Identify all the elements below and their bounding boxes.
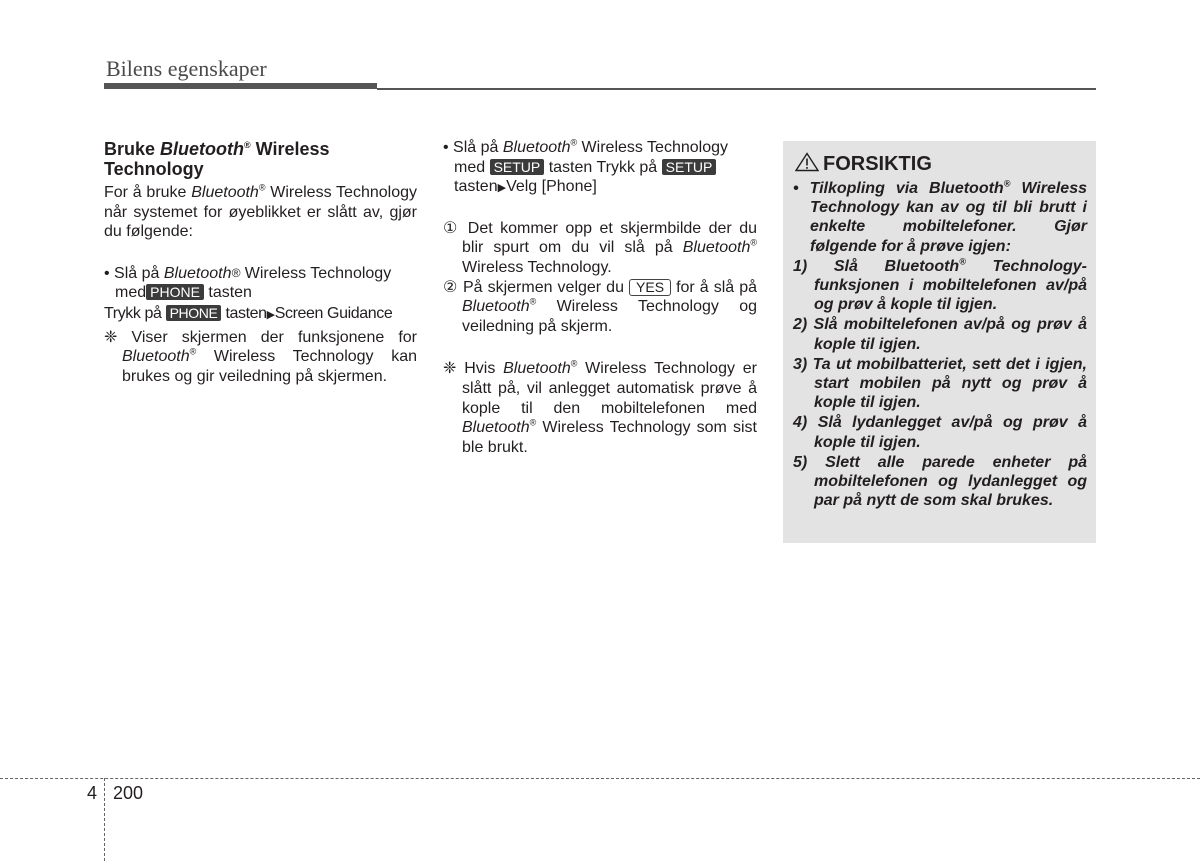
chapter-number: 4	[87, 783, 98, 803]
column-left	[104, 139, 417, 386]
page-number: 200	[113, 783, 144, 803]
caution-title: FORSIKTIG	[823, 153, 932, 175]
page-header-title: Bilens egenskaper	[106, 56, 267, 81]
auto-connect-note: ❈ Hvis Bluetooth® Wireless Technology er slått på, vil anlegget automatisk prøve å kople til den mobiltelefonen med Bluetooth® Wireless Technology som sist ble brukt.	[443, 359, 757, 456]
setup-bullet: • Slå på Bluetooth® Wireless Technology med SETUP tasten Trykk på SETUP tasten▶Velg [Phone]	[443, 137, 728, 196]
step-2-marker: ②	[443, 278, 458, 296]
arrow-right-icon: ▶	[497, 182, 507, 195]
phone-key: PHONE	[146, 284, 204, 300]
warning-triangle-icon	[795, 152, 819, 172]
caution-item-1: 1) Slå Bluetooth® Technology-funksjonen i mobiltelefonen av/på og prøv å kople til igjen.	[793, 256, 1087, 314]
setup-key: SETUP	[490, 159, 545, 175]
phone-key: PHONE	[166, 305, 222, 321]
press-phone-line: Trykk på PHONE tasten▶Screen Guidance	[104, 304, 393, 322]
caution-item-2: 2) Slå mobiltelefonen av/på og prøv å kople til igjen.	[793, 316, 1087, 353]
caution-item-4: 4) Slå lydanlegget av/på og prøv å kople til igjen.	[793, 414, 1087, 451]
caution-intro: • Tilkopling via Bluetooth® Wireless Technology kan av og til bli brutt i enkelte mobiltelefoner. Gjør følgende for å prøve igjen:	[793, 178, 1087, 255]
setup-key: SETUP	[662, 159, 717, 175]
header-rule-dark	[104, 83, 377, 89]
step-2-paragraph: ② På skjermen velger du YES for å slå på Bluetooth® Wireless Technology og veiledning på skjerm.	[443, 278, 758, 335]
footer-vertical-rule	[104, 778, 105, 861]
section-heading: Bruke Bluetooth® Wireless Technology	[104, 139, 330, 179]
header-rule-thin	[377, 88, 1096, 90]
caution-item-5: 5) Slett alle parede enheter på mobiltelefonen og lydanlegget og par på nytt de som skal brukes.	[793, 453, 1087, 510]
note-mark-icon: ❈	[443, 360, 457, 378]
caution-heading	[795, 152, 932, 176]
intro-paragraph: For å bruke Bluetooth® Wireless Technology når systemet for øyeblikket er slått av, gjør du følgende:	[104, 182, 417, 241]
note-mark-icon: ❈	[104, 328, 118, 346]
step-bullet-1: • Slå på Bluetooth® Wireless Technology med PHONE tasten	[104, 264, 392, 302]
column-middle	[443, 138, 757, 457]
footer-dashed-rule	[0, 778, 1200, 779]
note-paragraph: ❈ Viser skjermen der funksjonene for Bluetooth® Wireless Technology kan brukes og gir veiledning på skjermen.	[104, 328, 417, 385]
caution-body	[793, 179, 1087, 511]
step-1-marker: ①	[443, 219, 461, 237]
yes-key: YES	[629, 279, 671, 296]
caution-item-3: 3) Ta ut mobilbatteriet, sett det i igjen, start mobilen på nytt og prøv å kople til igjen.	[793, 355, 1087, 412]
arrow-right-icon: ▶	[266, 308, 275, 321]
step-1-paragraph: ① Det kommer opp et skjermbilde der du blir spurt om du vil slå på Bluetooth® Wireless Technology.	[443, 219, 758, 276]
